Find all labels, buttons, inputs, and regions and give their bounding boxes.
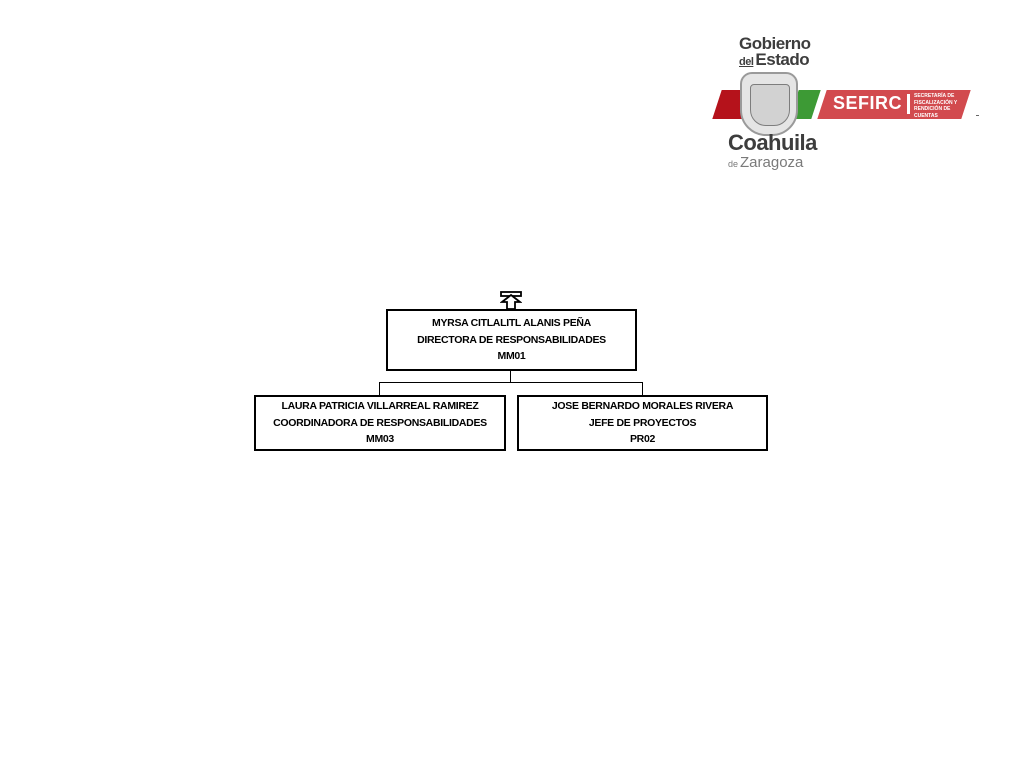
node-code: MM03	[366, 433, 394, 446]
node-title: COORDINADORA DE RESPONSABILIDADES	[273, 416, 487, 429]
node-title: JEFE DE PROYECTOS	[588, 416, 697, 429]
logo-zaragoza-text	[728, 154, 803, 171]
up-arrow-icon[interactable]	[500, 291, 522, 310]
logo-dash	[976, 115, 979, 116]
logo-de-text: de	[728, 159, 739, 169]
logo-gobierno-text: Gobierno	[739, 34, 811, 53]
logo-coahuila-text: Coahuila	[728, 130, 817, 155]
node-name: LAURA PATRICIA VILLARREAL RAMIREZ	[281, 400, 479, 413]
node-code: MM01	[497, 350, 526, 363]
gobierno-coahuila-sefirc-logo	[712, 30, 982, 180]
sefirc-brand-text: SEFIRC	[833, 93, 903, 113]
logo-estado-text	[739, 50, 809, 70]
sefirc-divider	[907, 94, 910, 114]
logo-zaragoza-word: Zaragoza	[740, 154, 804, 171]
logo-estado-word: Estado	[755, 50, 810, 69]
connector-horizontal	[379, 382, 643, 383]
org-node-director[interactable]	[386, 309, 637, 371]
connector-vertical-left	[379, 382, 380, 395]
connector-vertical-right	[642, 382, 643, 395]
node-title: DIRECTORA DE RESPONSABILIDADES	[417, 333, 606, 346]
logo-del-text: del	[739, 56, 754, 68]
org-node-project-lead[interactable]	[517, 395, 768, 451]
sefirc-subtitle: SECRETARÍA DE FISCALIZACIÓN Y RENDICIÓN DE CUENTAS	[914, 93, 958, 119]
node-code: PR02	[629, 433, 656, 446]
coat-of-arms-icon	[740, 72, 798, 136]
org-node-coordinator[interactable]	[254, 395, 506, 451]
node-name: JOSE BERNARDO MORALES RIVERA	[551, 400, 734, 413]
node-name: MYRSA CITLALITL ALANIS PEÑA	[432, 317, 591, 330]
